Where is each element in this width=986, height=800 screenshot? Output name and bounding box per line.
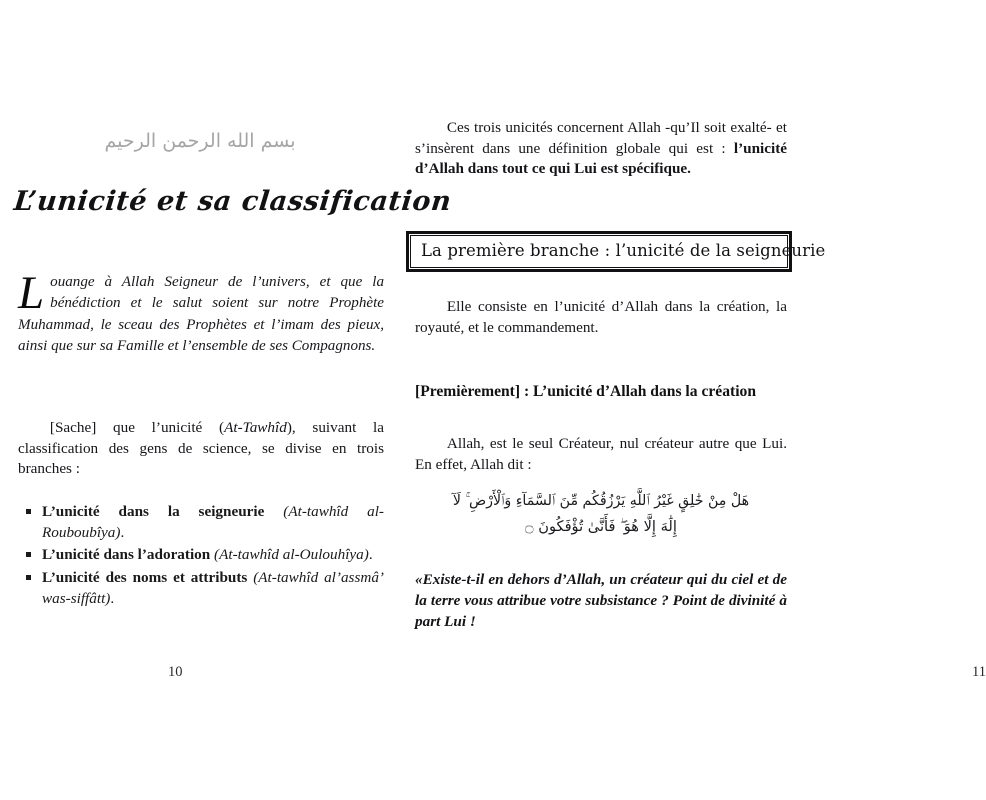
page-number-right: 11: [972, 664, 986, 680]
paragraph-allah-seul-createur: Allah, est le seul Créateur, nul créateur autre que Lui. En effet, Allah dit :: [415, 435, 787, 473]
drop-cap: L: [18, 267, 45, 319]
quran-verse: [415, 488, 787, 541]
bullet-3-bold: L’unicité des noms et attributs: [42, 569, 248, 587]
paragraph-sache: [18, 418, 384, 480]
branches-list: [18, 502, 384, 611]
quran-verse-line-2: إِلَٰهَ إِلَّا هُوَ ۖ فَأَنَّىٰ تُؤْفَكُونَ ۝: [525, 518, 677, 536]
left-page: [0, 0, 453, 800]
right-page: [400, 0, 986, 800]
list-item: [18, 502, 384, 543]
list-item: [18, 568, 384, 609]
paragraph-sache-part1: [Sache] que l’unicité (: [49, 419, 225, 436]
list-item: [18, 545, 384, 566]
bullet-3-tail: .: [110, 589, 115, 607]
bullet-1-italic: (At-tawhîd al-Rouboubîya): [42, 503, 384, 541]
branch-heading-box: [406, 231, 826, 272]
bullet-3-italic: (At-tawhîd al’assmâ’ was-siffâtt): [42, 569, 384, 607]
chapter-title: L’unicité et sa classification: [12, 186, 453, 217]
branch-heading-box-inner: [410, 235, 826, 268]
bullet-1-bold: L’unicité dans la seigneurie: [42, 503, 265, 520]
term-at-tawhid: At-Tawhîd: [224, 419, 287, 436]
paragraph-ces-bold: l’unicité d’Allah dans tout ce qui Lui est spécifique.: [415, 139, 787, 178]
bullet-2-bold: L’unicité dans l’adoration: [42, 546, 211, 564]
bullet-2-tail: .: [368, 546, 373, 564]
verse-translation: «Existe-t-il en dehors d’Allah, un créateur qui du ciel et de la terre vous attribue votre subsistance ? Point de divinité à part Lui !: [415, 571, 787, 630]
bullet-1-tail: .: [120, 523, 125, 541]
paragraph-ces-part1: Ces trois unicités concernent Allah -qu’Il soit exalté- et s’insèrent dans une définition globale qui est :: [415, 119, 787, 157]
paragraph-ces-trois-unicites: [415, 118, 787, 180]
opening-paragraph: [18, 267, 384, 358]
heading-premierement: [Premièrement] : L’unicité d’Allah dans la création: [415, 383, 756, 400]
page-number-left: 10: [168, 664, 183, 680]
basmala-calligraphy-ornament: بسم الله الرحمن الرحيم: [104, 130, 296, 152]
opening-paragraph-text: ouange à Allah Seigneur de l’univers, et que la bénédiction et le salut soient sur notre Prophète Muhammad, le sceau des Prophètes et l’imam des pieux, ainsi que sur sa Famille et l’ensemble de ses Compagnons.: [18, 274, 384, 355]
quran-verse-line-1: هَلْ مِنْ خَٰلِقٍ غَيْرُ ٱللَّهِ يَرْزُقُكُم مِّنَ ٱلسَّمَآءِ وَٱلْأَرْضِ ۚ لَآ: [452, 493, 750, 509]
paragraph-elle-consiste: Elle consiste en l’unicité d’Allah dans la création, la royauté, et le commandement.: [415, 298, 787, 336]
bullet-2-italic: (At-tawhîd al-Oulouhîya): [214, 546, 369, 564]
branch-heading-text: La première branche : l’unicité de la seigneurie: [421, 241, 826, 260]
paragraph-sache-part2: ), suivant la classification des gens de science, se divise en trois branches :: [18, 419, 384, 478]
